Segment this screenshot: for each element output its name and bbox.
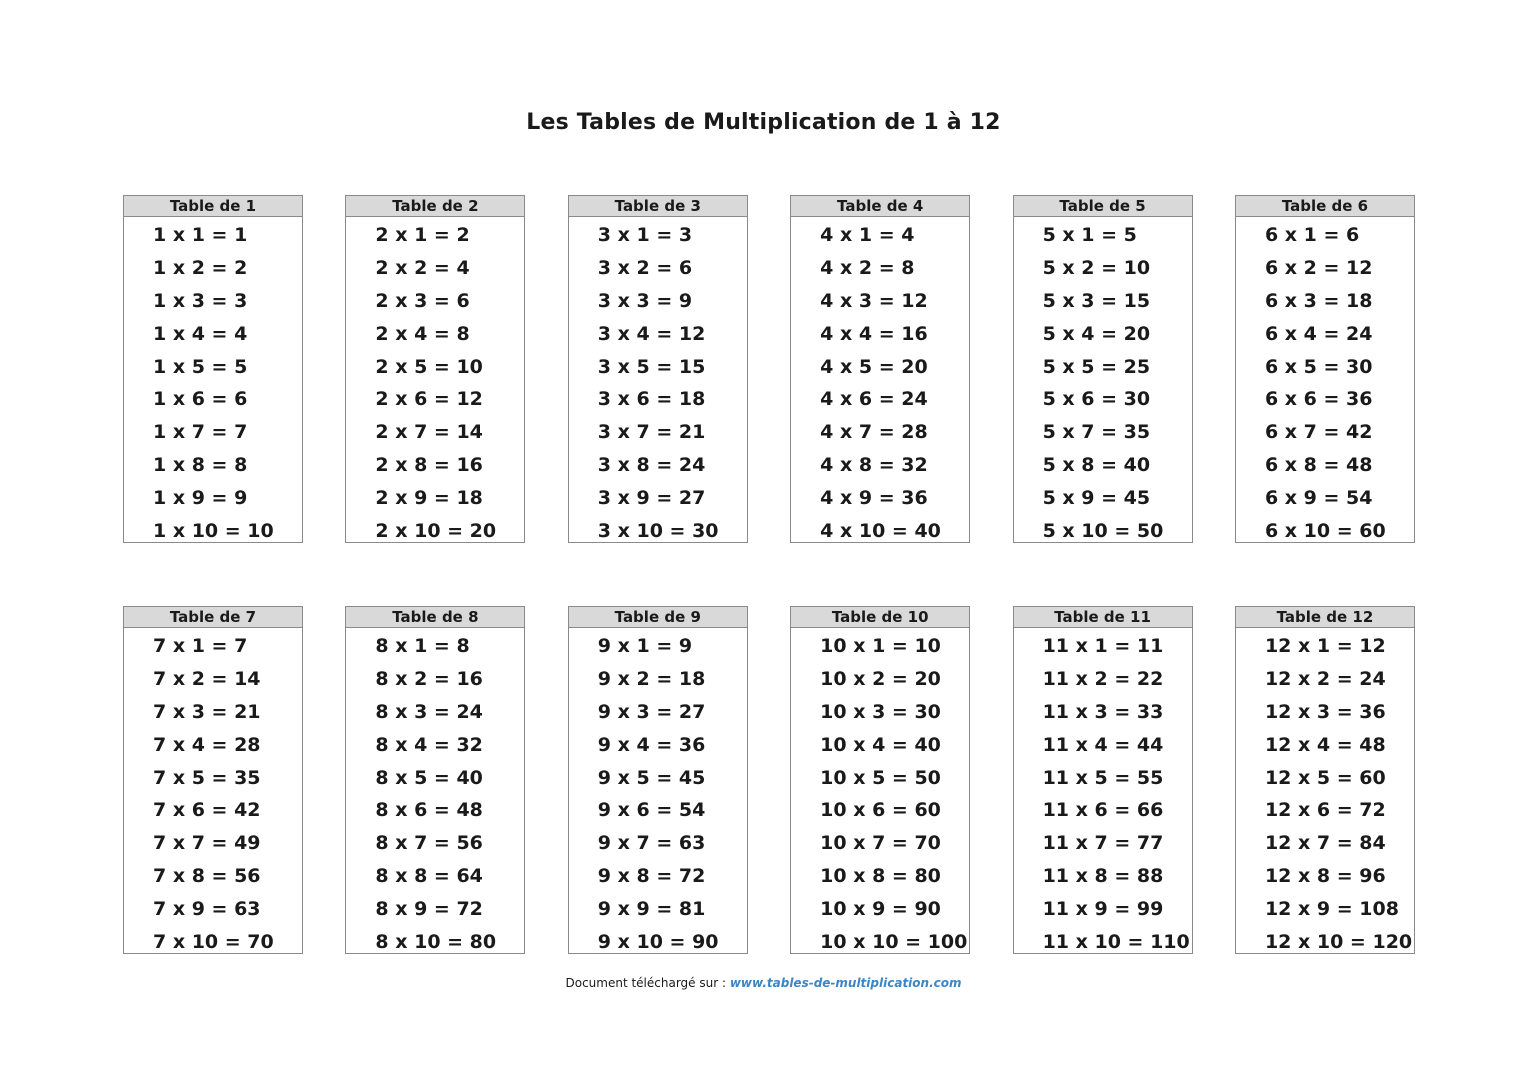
multiplication-table-card bbox=[790, 195, 970, 543]
table-line: 2 x 2 = 4 bbox=[375, 256, 470, 279]
table-line: 8 x 8 = 64 bbox=[375, 865, 483, 888]
page-title: Les Tables de Multiplication de 1 à 12 bbox=[526, 110, 1001, 135]
table-header: Table de 11 bbox=[1014, 607, 1192, 628]
multiplication-table-card bbox=[1013, 195, 1193, 543]
table-line: 10 x 8 = 80 bbox=[820, 865, 941, 888]
table-line: 5 x 2 = 10 bbox=[1042, 256, 1151, 279]
table-header: Table de 12 bbox=[1236, 607, 1414, 628]
table-line: 3 x 10 = 30 bbox=[597, 520, 719, 543]
table-line: 10 x 10 = 100 bbox=[820, 931, 968, 954]
table-line: 7 x 3 = 21 bbox=[153, 700, 261, 723]
table-line: 5 x 5 = 25 bbox=[1042, 355, 1151, 378]
table-line: 8 x 7 = 56 bbox=[375, 832, 483, 855]
table-line: 10 x 5 = 50 bbox=[820, 766, 941, 789]
table-line: 10 x 7 = 70 bbox=[820, 832, 941, 855]
table-line: 6 x 5 = 30 bbox=[1264, 355, 1373, 378]
table-line: 3 x 8 = 24 bbox=[597, 454, 706, 477]
table-line: 6 x 8 = 48 bbox=[1264, 454, 1373, 477]
table-lines bbox=[791, 628, 969, 960]
table-lines bbox=[1236, 628, 1414, 960]
table-lines bbox=[1236, 217, 1414, 549]
table-line: 12 x 5 = 60 bbox=[1264, 766, 1386, 789]
table-line: 11 x 6 = 66 bbox=[1042, 799, 1164, 822]
table-line: 12 x 7 = 84 bbox=[1264, 832, 1386, 855]
table-line: 4 x 2 = 8 bbox=[820, 256, 915, 279]
table-line: 11 x 4 = 44 bbox=[1042, 733, 1164, 756]
table-line: 11 x 5 = 55 bbox=[1042, 766, 1164, 789]
table-line: 2 x 9 = 18 bbox=[375, 487, 483, 510]
table-line: 2 x 7 = 14 bbox=[375, 421, 483, 444]
table-line: 12 x 3 = 36 bbox=[1264, 700, 1386, 723]
table-line: 4 x 3 = 12 bbox=[820, 289, 928, 312]
table-line: 11 x 10 = 110 bbox=[1042, 931, 1190, 954]
table-lines bbox=[1014, 217, 1192, 549]
multiplication-table-card bbox=[1235, 606, 1415, 954]
table-lines bbox=[346, 628, 524, 960]
table-line: 8 x 10 = 80 bbox=[375, 931, 497, 954]
table-line: 7 x 5 = 35 bbox=[153, 766, 261, 789]
table-line: 5 x 6 = 30 bbox=[1042, 388, 1151, 411]
table-line: 9 x 6 = 54 bbox=[597, 799, 706, 822]
footer-link[interactable]: www.tables-de-multiplication.com bbox=[729, 976, 962, 990]
table-lines bbox=[1014, 628, 1192, 960]
table-line: 7 x 9 = 63 bbox=[153, 898, 261, 921]
table-header: Table de 4 bbox=[791, 196, 969, 217]
table-line: 9 x 2 = 18 bbox=[597, 667, 706, 690]
table-line: 7 x 10 = 70 bbox=[153, 931, 274, 954]
table-line: 3 x 5 = 15 bbox=[597, 355, 706, 378]
table-line: 6 x 3 = 18 bbox=[1264, 289, 1373, 312]
footer-prefix: Document téléchargé sur : bbox=[565, 976, 727, 990]
table-line: 3 x 9 = 27 bbox=[597, 487, 706, 510]
table-line: 5 x 4 = 20 bbox=[1042, 322, 1151, 345]
multiplication-table-card bbox=[123, 195, 303, 543]
table-line: 12 x 2 = 24 bbox=[1264, 667, 1386, 690]
table-line: 5 x 3 = 15 bbox=[1042, 289, 1151, 312]
table-line: 12 x 4 = 48 bbox=[1264, 733, 1386, 756]
table-line: 7 x 4 = 28 bbox=[153, 733, 261, 756]
table-line: 7 x 2 = 14 bbox=[153, 667, 261, 690]
tables-row-1 bbox=[123, 195, 1415, 543]
multiplication-table-card bbox=[790, 606, 970, 954]
table-line: 8 x 6 = 48 bbox=[375, 799, 483, 822]
tables-row-2 bbox=[123, 606, 1415, 954]
table-line: 9 x 1 = 9 bbox=[597, 635, 693, 657]
table-header: Table de 3 bbox=[569, 196, 747, 217]
multiplication-table-card bbox=[345, 195, 525, 543]
table-line: 6 x 10 = 60 bbox=[1264, 520, 1386, 543]
table-line: 12 x 6 = 72 bbox=[1264, 799, 1386, 822]
table-header: Table de 2 bbox=[346, 196, 524, 217]
table-line: 1 x 6 = 6 bbox=[153, 388, 248, 411]
table-line: 8 x 9 = 72 bbox=[375, 898, 483, 921]
table-line: 2 x 10 = 20 bbox=[375, 520, 497, 543]
table-line: 3 x 2 = 6 bbox=[597, 256, 693, 279]
table-line: 9 x 7 = 63 bbox=[597, 832, 706, 855]
table-lines bbox=[569, 217, 747, 549]
table-line: 10 x 3 = 30 bbox=[820, 700, 941, 723]
table-header: Table de 1 bbox=[124, 196, 302, 217]
table-line: 8 x 1 = 8 bbox=[375, 635, 470, 657]
table-header: Table de 5 bbox=[1014, 196, 1192, 217]
table-line: 1 x 2 = 2 bbox=[153, 256, 248, 279]
table-line: 10 x 4 = 40 bbox=[820, 733, 941, 756]
table-header: Table de 9 bbox=[569, 607, 747, 628]
table-line: 9 x 4 = 36 bbox=[597, 733, 706, 756]
table-line: 6 x 1 = 6 bbox=[1264, 224, 1360, 246]
table-line: 9 x 5 = 45 bbox=[597, 766, 706, 789]
table-line: 7 x 8 = 56 bbox=[153, 865, 261, 888]
multiplication-table-card bbox=[568, 195, 748, 543]
table-line: 1 x 10 = 10 bbox=[153, 520, 274, 543]
multiplication-table-card bbox=[568, 606, 748, 954]
table-lines bbox=[124, 217, 302, 549]
table-line: 8 x 4 = 32 bbox=[375, 733, 483, 756]
table-line: 5 x 7 = 35 bbox=[1042, 421, 1151, 444]
table-line: 11 x 3 = 33 bbox=[1042, 700, 1164, 723]
table-line: 3 x 1 = 3 bbox=[597, 224, 693, 246]
table-line: 9 x 10 = 90 bbox=[597, 931, 719, 954]
table-line: 4 x 5 = 20 bbox=[820, 355, 928, 378]
table-line: 3 x 4 = 12 bbox=[597, 322, 706, 345]
table-line: 5 x 8 = 40 bbox=[1042, 454, 1151, 477]
table-lines bbox=[569, 628, 747, 960]
table-line: 10 x 9 = 90 bbox=[820, 898, 941, 921]
table-line: 4 x 8 = 32 bbox=[820, 454, 928, 477]
table-line: 4 x 4 = 16 bbox=[820, 322, 928, 345]
table-line: 5 x 10 = 50 bbox=[1042, 520, 1164, 543]
table-line: 1 x 7 = 7 bbox=[153, 421, 248, 444]
table-line: 12 x 1 = 12 bbox=[1264, 635, 1386, 657]
table-line: 7 x 7 = 49 bbox=[153, 832, 261, 855]
table-line: 10 x 1 = 10 bbox=[820, 635, 941, 657]
table-line: 2 x 4 = 8 bbox=[375, 322, 470, 345]
table-line: 9 x 8 = 72 bbox=[597, 865, 706, 888]
table-line: 11 x 9 = 99 bbox=[1042, 898, 1164, 921]
table-line: 1 x 4 = 4 bbox=[153, 322, 248, 345]
table-line: 5 x 9 = 45 bbox=[1042, 487, 1151, 510]
table-line: 10 x 2 = 20 bbox=[820, 667, 941, 690]
table-line: 12 x 8 = 96 bbox=[1264, 865, 1386, 888]
table-line: 9 x 3 = 27 bbox=[597, 700, 706, 723]
table-line: 6 x 2 = 12 bbox=[1264, 256, 1373, 279]
multiplication-table-card bbox=[123, 606, 303, 954]
table-lines bbox=[791, 217, 969, 549]
table-line: 11 x 8 = 88 bbox=[1042, 865, 1164, 888]
table-line: 1 x 1 = 1 bbox=[153, 224, 248, 246]
table-line: 6 x 4 = 24 bbox=[1264, 322, 1373, 345]
table-line: 4 x 7 = 28 bbox=[820, 421, 928, 444]
table-header: Table de 7 bbox=[124, 607, 302, 628]
table-line: 6 x 7 = 42 bbox=[1264, 421, 1373, 444]
table-line: 3 x 3 = 9 bbox=[597, 289, 693, 312]
table-line: 1 x 8 = 8 bbox=[153, 454, 248, 477]
table-line: 3 x 6 = 18 bbox=[597, 388, 706, 411]
table-line: 11 x 2 = 22 bbox=[1042, 667, 1164, 690]
table-line: 11 x 7 = 77 bbox=[1042, 832, 1164, 855]
table-line: 7 x 6 = 42 bbox=[153, 799, 261, 822]
table-line: 7 x 1 = 7 bbox=[153, 635, 248, 657]
table-line: 4 x 1 = 4 bbox=[820, 224, 915, 246]
table-line: 10 x 6 = 60 bbox=[820, 799, 941, 822]
footer bbox=[0, 976, 1527, 990]
multiplication-table-card bbox=[1013, 606, 1193, 954]
multiplication-table-card bbox=[1235, 195, 1415, 543]
table-line: 8 x 2 = 16 bbox=[375, 667, 483, 690]
table-line: 1 x 5 = 5 bbox=[153, 355, 248, 378]
table-header: Table de 10 bbox=[791, 607, 969, 628]
table-line: 2 x 8 = 16 bbox=[375, 454, 483, 477]
table-line: 4 x 6 = 24 bbox=[820, 388, 928, 411]
table-lines bbox=[346, 217, 524, 549]
table-line: 2 x 5 = 10 bbox=[375, 355, 483, 378]
table-header: Table de 6 bbox=[1236, 196, 1414, 217]
table-line: 2 x 1 = 2 bbox=[375, 224, 470, 246]
table-lines bbox=[124, 628, 302, 960]
table-line: 2 x 3 = 6 bbox=[375, 289, 470, 312]
table-line: 8 x 3 = 24 bbox=[375, 700, 483, 723]
table-line: 1 x 9 = 9 bbox=[153, 487, 248, 510]
table-line: 1 x 3 = 3 bbox=[153, 289, 248, 312]
table-line: 5 x 1 = 5 bbox=[1042, 224, 1137, 246]
table-header: Table de 8 bbox=[346, 607, 524, 628]
table-line: 12 x 10 = 120 bbox=[1264, 931, 1413, 954]
table-line: 12 x 9 = 108 bbox=[1264, 898, 1399, 921]
table-line: 9 x 9 = 81 bbox=[597, 898, 706, 921]
table-line: 4 x 10 = 40 bbox=[820, 520, 941, 543]
table-line: 6 x 9 = 54 bbox=[1264, 487, 1373, 510]
table-line: 3 x 7 = 21 bbox=[597, 421, 706, 444]
table-line: 11 x 1 = 11 bbox=[1042, 635, 1164, 657]
table-line: 6 x 6 = 36 bbox=[1264, 388, 1373, 411]
multiplication-table-card bbox=[345, 606, 525, 954]
table-line: 4 x 9 = 36 bbox=[820, 487, 928, 510]
table-line: 2 x 6 = 12 bbox=[375, 388, 483, 411]
table-line: 8 x 5 = 40 bbox=[375, 766, 483, 789]
